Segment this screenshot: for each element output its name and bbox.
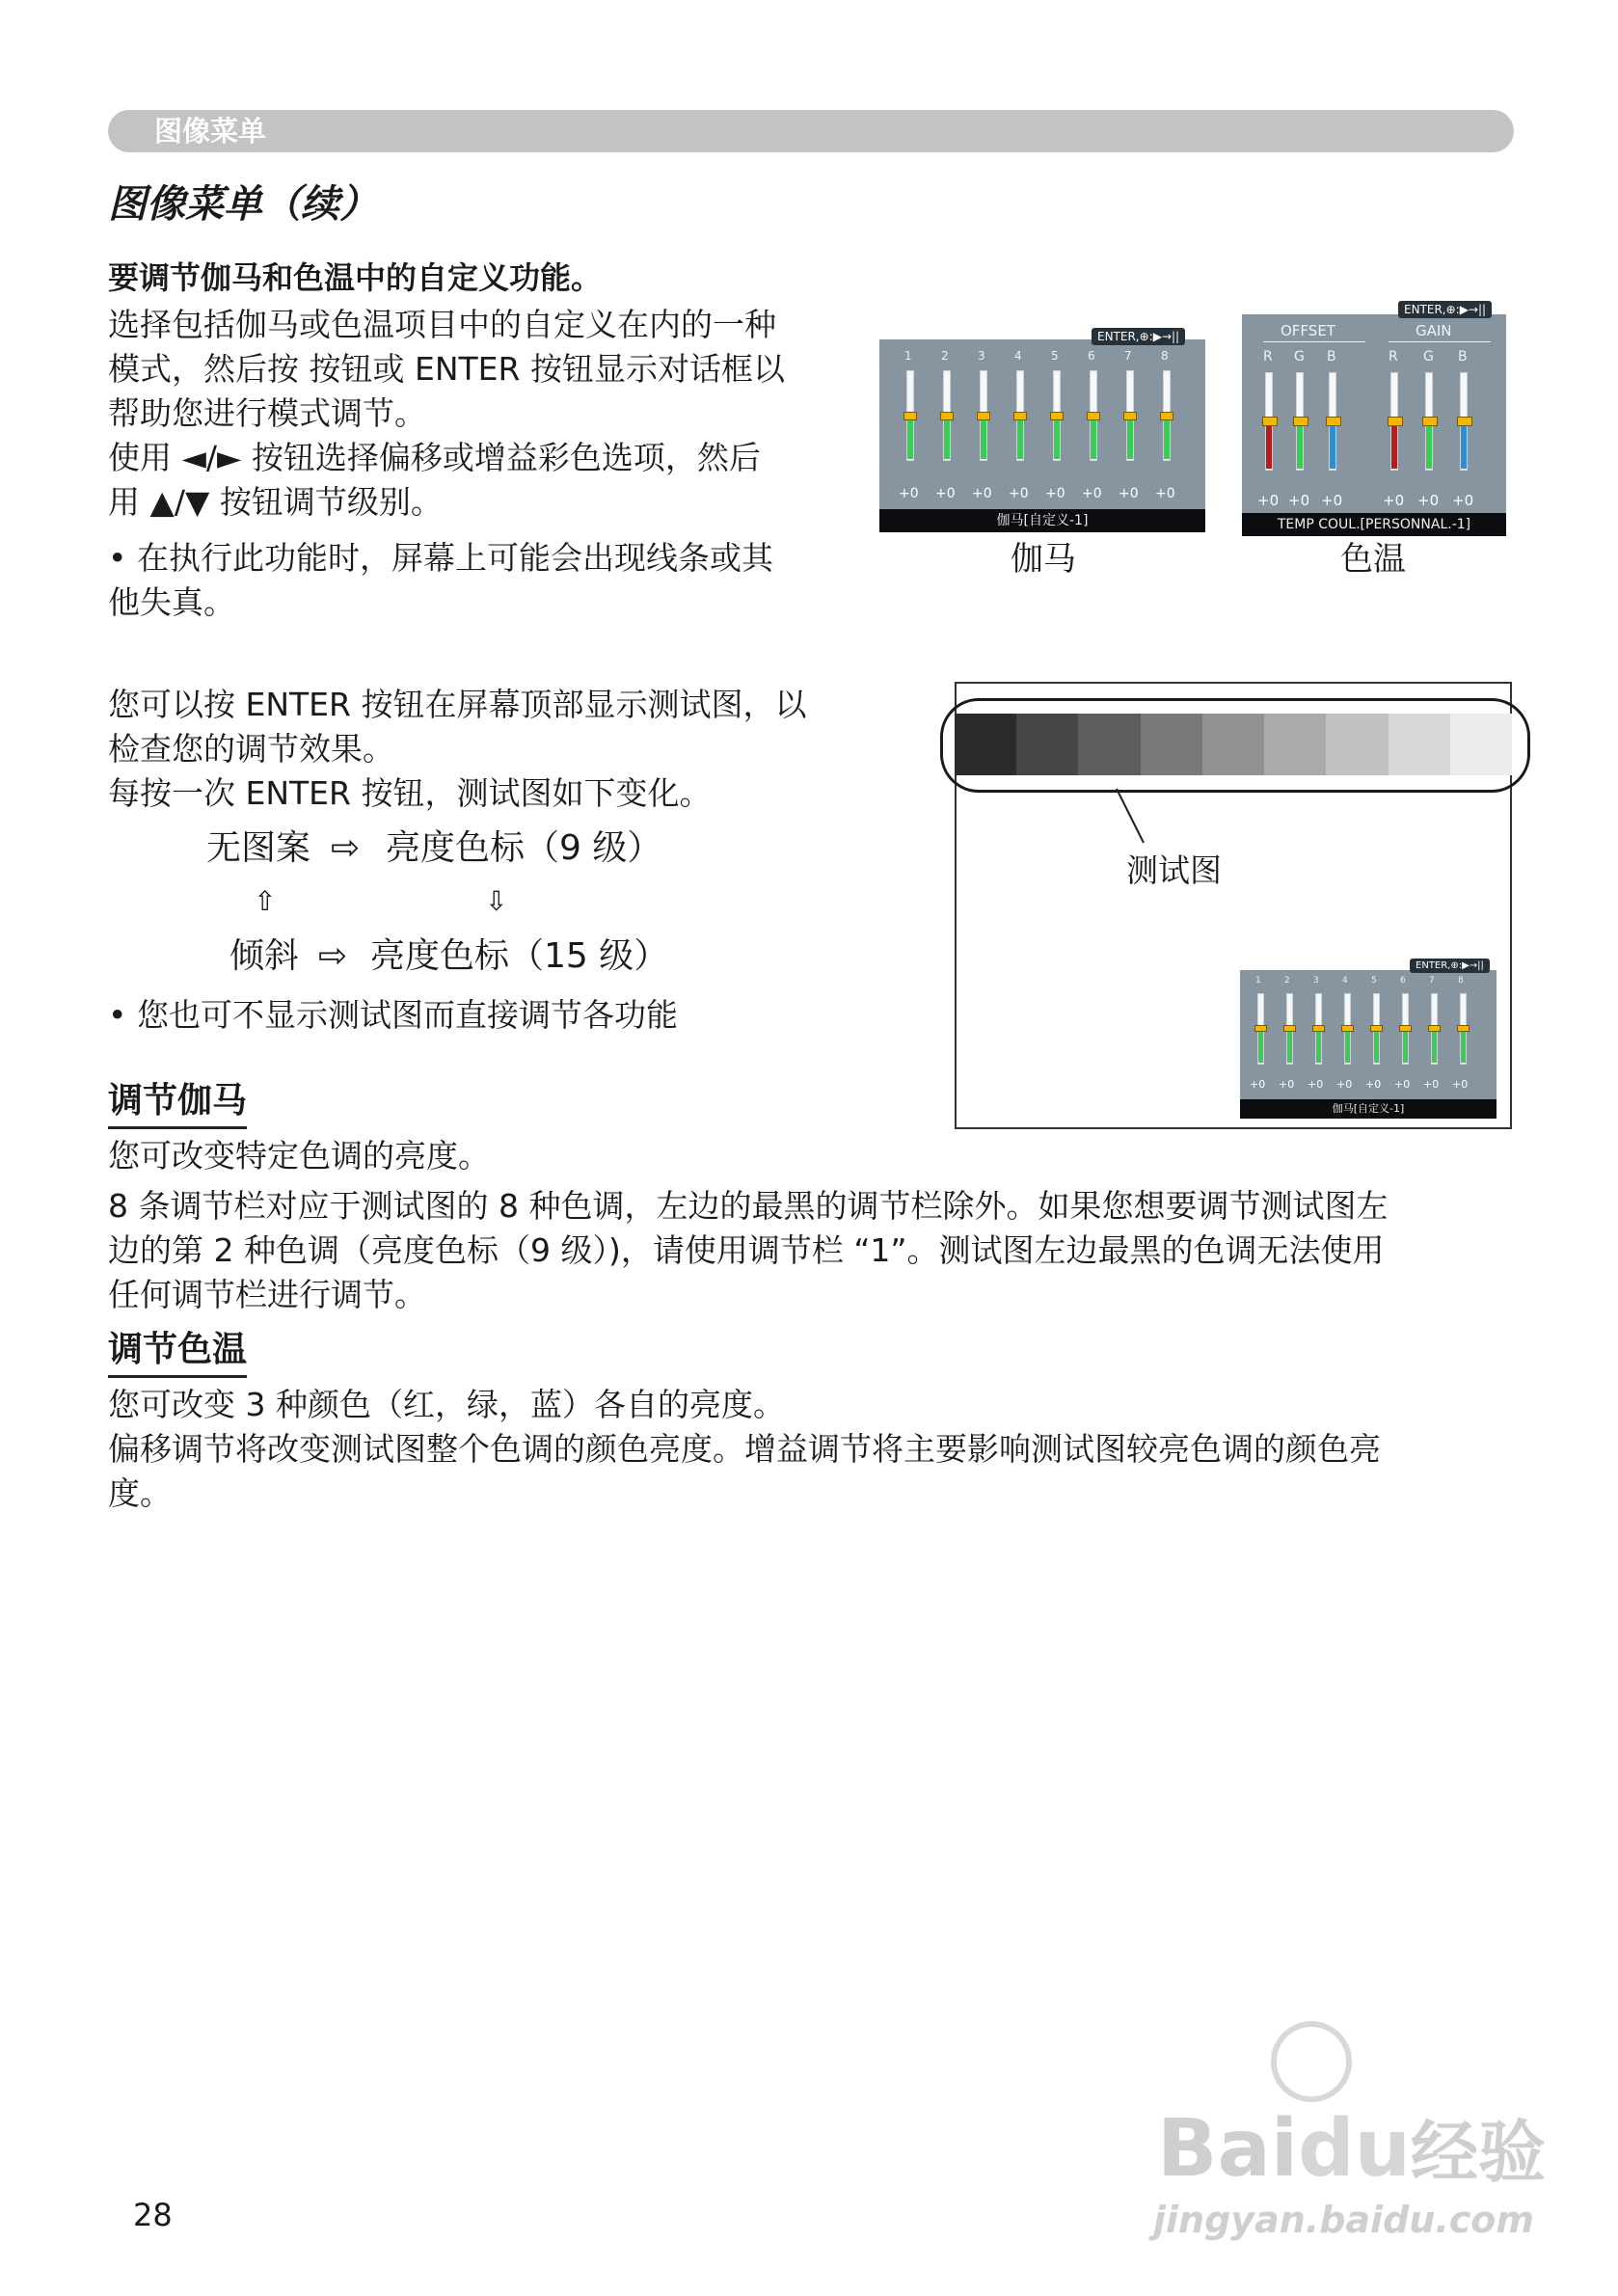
enter-badge: ENTER,⊕:▶→|| [1092,328,1185,345]
test-pattern-highlight [940,698,1530,793]
slider-knob [977,412,990,420]
color-temp-paragraph-1: 您可改变 3 种颜色（红，绿，蓝）各自的亮度。 [108,1386,785,1423]
down-arrow-icon: ⇩ [485,885,508,917]
enter-badge: ENTER,⊕:▶→|| [1398,301,1492,318]
flow-no-pattern: 无图案 [206,828,311,868]
text-line: 任何调节栏进行调节。 [108,1276,426,1313]
slider-value: +0 [899,486,919,501]
section-header-bar [108,110,1514,152]
offset-bracket [1263,341,1365,342]
color-slider-value: +0 [1383,492,1405,509]
slider-number: 4 [1014,349,1022,363]
slider-knob [1050,412,1064,420]
slider-value: +0 [1279,1078,1295,1091]
slider-knob [1312,1025,1325,1032]
slider-number: 6 [1088,349,1095,363]
slider-knob [1428,1025,1441,1032]
mini-dialog-footer: 伽马[自定义-1] [1240,1099,1497,1119]
slider-knob [1457,1025,1470,1032]
color-temp-dialog [1242,314,1506,515]
test-pattern-label: 测试图 [1126,851,1222,889]
slider-value: +0 [1308,1078,1324,1091]
flow-gray-9: 亮度色标（9 级） [386,828,662,868]
color-slider-fill [1461,420,1467,469]
gain-label: GAIN [1416,322,1452,339]
slider-fill [1164,415,1170,459]
section-header-label: 图像菜单 [154,115,267,148]
slider-fill [981,415,986,459]
channel-label: R [1263,349,1273,365]
flow-ramp: 倾斜 [229,936,300,976]
mini-gamma-dialog [1240,970,1497,1099]
baidu-watermark-logo [1157,2098,1546,2196]
slider-value: +0 [972,486,992,501]
slider-value: +0 [1082,486,1102,501]
text-line: 度。 [108,1474,172,1512]
slider-fill [1054,415,1060,459]
slider-value: +0 [1365,1078,1382,1091]
slider-number: 7 [1124,349,1132,363]
slider-value: +0 [1423,1078,1440,1091]
slider-knob [940,412,954,420]
text-line: 检查您的调节效果。 [108,730,394,768]
channel-label: B [1327,349,1336,365]
flow-gray-15: 亮度色标（15 级） [370,936,669,976]
slider-fill [1345,1028,1350,1063]
slider-number: 1 [1255,976,1261,986]
channel-label: G [1294,349,1305,365]
up-arrow-icon: ⇧ [254,885,277,917]
slider-fill [1374,1028,1379,1063]
slider-knob [1399,1025,1412,1032]
right-arrow-icon: ⇨ [331,828,361,868]
slider-fill [944,415,950,459]
color-slider-knob [1293,417,1308,426]
text-line: 选择包括伽马或色温项目中的自定义在内的一种 [108,306,776,343]
gamma-dialog-footer: 伽马[自定义-1] [879,509,1205,532]
channel-label: R [1389,349,1398,365]
offset-label: OFFSET [1281,322,1335,339]
slider-fill [1432,1028,1437,1063]
gamma-paragraph-2 [108,1184,1525,1317]
paw-icon [1271,2021,1352,2102]
slider-number: 5 [1051,349,1059,363]
text-line: • 在执行此功能时，屏幕上可能会出现线条或其 [108,539,773,577]
text-line: 使用 ◄/► 按钮选择偏移或增益彩色选项，然后 [108,439,761,476]
test-note: • 您也可不显示测试图而直接调节各功能 [108,996,678,1034]
color-temp-heading: 调节色温 [108,1327,247,1378]
color-slider-value: +0 [1417,492,1440,509]
slider-number: 6 [1400,976,1406,986]
custom-heading: 要调节伽马和色温中的自定义功能。 [108,259,603,296]
watermark-brand-2: du [1297,2103,1412,2195]
slider-value: +0 [1155,486,1175,501]
slider-fill [1316,1028,1321,1063]
slider-knob [1160,412,1173,420]
slider-value: +0 [1394,1078,1411,1091]
slider-knob [1254,1025,1267,1032]
slider-fill [907,415,913,459]
slider-knob [1341,1025,1354,1032]
slider-fill [1127,415,1133,459]
color-slider-knob [1422,417,1438,426]
slider-value: +0 [1119,486,1139,501]
watermark-brand: Bai [1157,2103,1298,2195]
slider-fill [1091,415,1096,459]
enter-badge: ENTER,⊕:▶→|| [1410,959,1490,973]
custom-paragraph-3 [108,536,860,625]
color-slider-value: +0 [1452,492,1474,509]
slider-fill [1258,1028,1263,1063]
color-temp-paragraph-2 [108,1427,1525,1516]
slider-fill [1403,1028,1408,1063]
slider-fill [1461,1028,1466,1063]
color-slider-value: +0 [1257,492,1280,509]
slider-number: 8 [1458,976,1464,986]
slider-knob [1087,412,1100,420]
slider-fill [1287,1028,1292,1063]
text-line: 边的第 2 种色调（亮度色标（9 级）)，请使用调节栏 “1”。测试图左边最黑的色调无法使用 [108,1231,1385,1269]
text-line: 帮助您进行模式调节。 [108,394,426,432]
channel-label: B [1458,349,1468,365]
color-slider-fill [1426,420,1432,469]
slider-number: 4 [1342,976,1348,986]
gain-bracket [1389,341,1491,342]
watermark-cn: 经验 [1411,2113,1547,2192]
slider-value: +0 [1336,1078,1353,1091]
slider-knob [1123,412,1137,420]
custom-paragraph-1 [108,303,860,436]
right-arrow-icon: ⇨ [318,936,348,976]
slider-number: 1 [904,349,912,363]
page-number: 28 [133,2197,173,2233]
color-temp-caption: 色温 [1340,540,1406,579]
slider-knob [903,412,917,420]
watermark-url: jingyan.baidu.com [1153,2199,1534,2241]
text-line: 模式，然后按 按钮或 ENTER 按钮显示对话框以 [108,350,785,388]
color-slider-knob [1262,417,1278,426]
text-line: 用 ▲/▼ 按钮调节级别。 [108,483,443,521]
gamma-caption: 伽马 [1011,540,1076,579]
color-slider-knob [1388,417,1403,426]
slider-number: 8 [1161,349,1169,363]
slider-knob [1283,1025,1296,1032]
gamma-dialog [879,339,1205,509]
slider-number: 2 [941,349,949,363]
color-slider-fill [1297,420,1303,469]
text-line: 每按一次 ENTER 按钮，测试图如下变化。 [108,774,712,812]
color-slider-knob [1457,417,1472,426]
test-paragraph [108,683,879,816]
leader-line [1109,787,1157,845]
text-line: 您可以按 ENTER 按钮在屏幕顶部显示测试图，以 [108,686,807,723]
color-slider-fill [1391,420,1397,469]
slider-value: +0 [1250,1078,1266,1091]
color-slider-value: +0 [1321,492,1343,509]
slider-number: 3 [978,349,985,363]
slider-knob [1370,1025,1383,1032]
gamma-paragraph-1: 您可改变特定色调的亮度。 [108,1137,490,1175]
slider-value: +0 [1009,486,1029,501]
color-slider-value: +0 [1288,492,1310,509]
slider-number: 7 [1429,976,1435,986]
color-slider-fill [1330,420,1335,469]
channel-label: G [1423,349,1434,365]
custom-paragraph-2 [108,436,860,525]
slider-knob [1013,412,1027,420]
slider-fill [1017,415,1023,459]
slider-value: +0 [1045,486,1065,501]
text-line: 偏移调节将改变测试图整个色调的颜色亮度。增益调节将主要影响测试图较亮色调的颜色亮 [108,1430,1381,1468]
slider-number: 5 [1371,976,1377,986]
slider-number: 2 [1284,976,1290,986]
color-slider-knob [1326,417,1341,426]
slider-value: +0 [935,486,956,501]
text-line: 8 条调节栏对应于测试图的 8 种色调，左边的最黑的调节栏除外。如果您想要调节测试图左 [108,1187,1389,1225]
slider-value: +0 [1452,1078,1469,1091]
page-title: 图像菜单（续） [108,182,378,227]
slider-number: 3 [1313,976,1319,986]
text-line: 他失真。 [108,583,235,621]
gamma-heading: 调节伽马 [108,1078,247,1129]
color-temp-footer: TEMP COUL.[PERSONNAL.-1] [1242,513,1506,536]
color-slider-fill [1266,420,1272,469]
